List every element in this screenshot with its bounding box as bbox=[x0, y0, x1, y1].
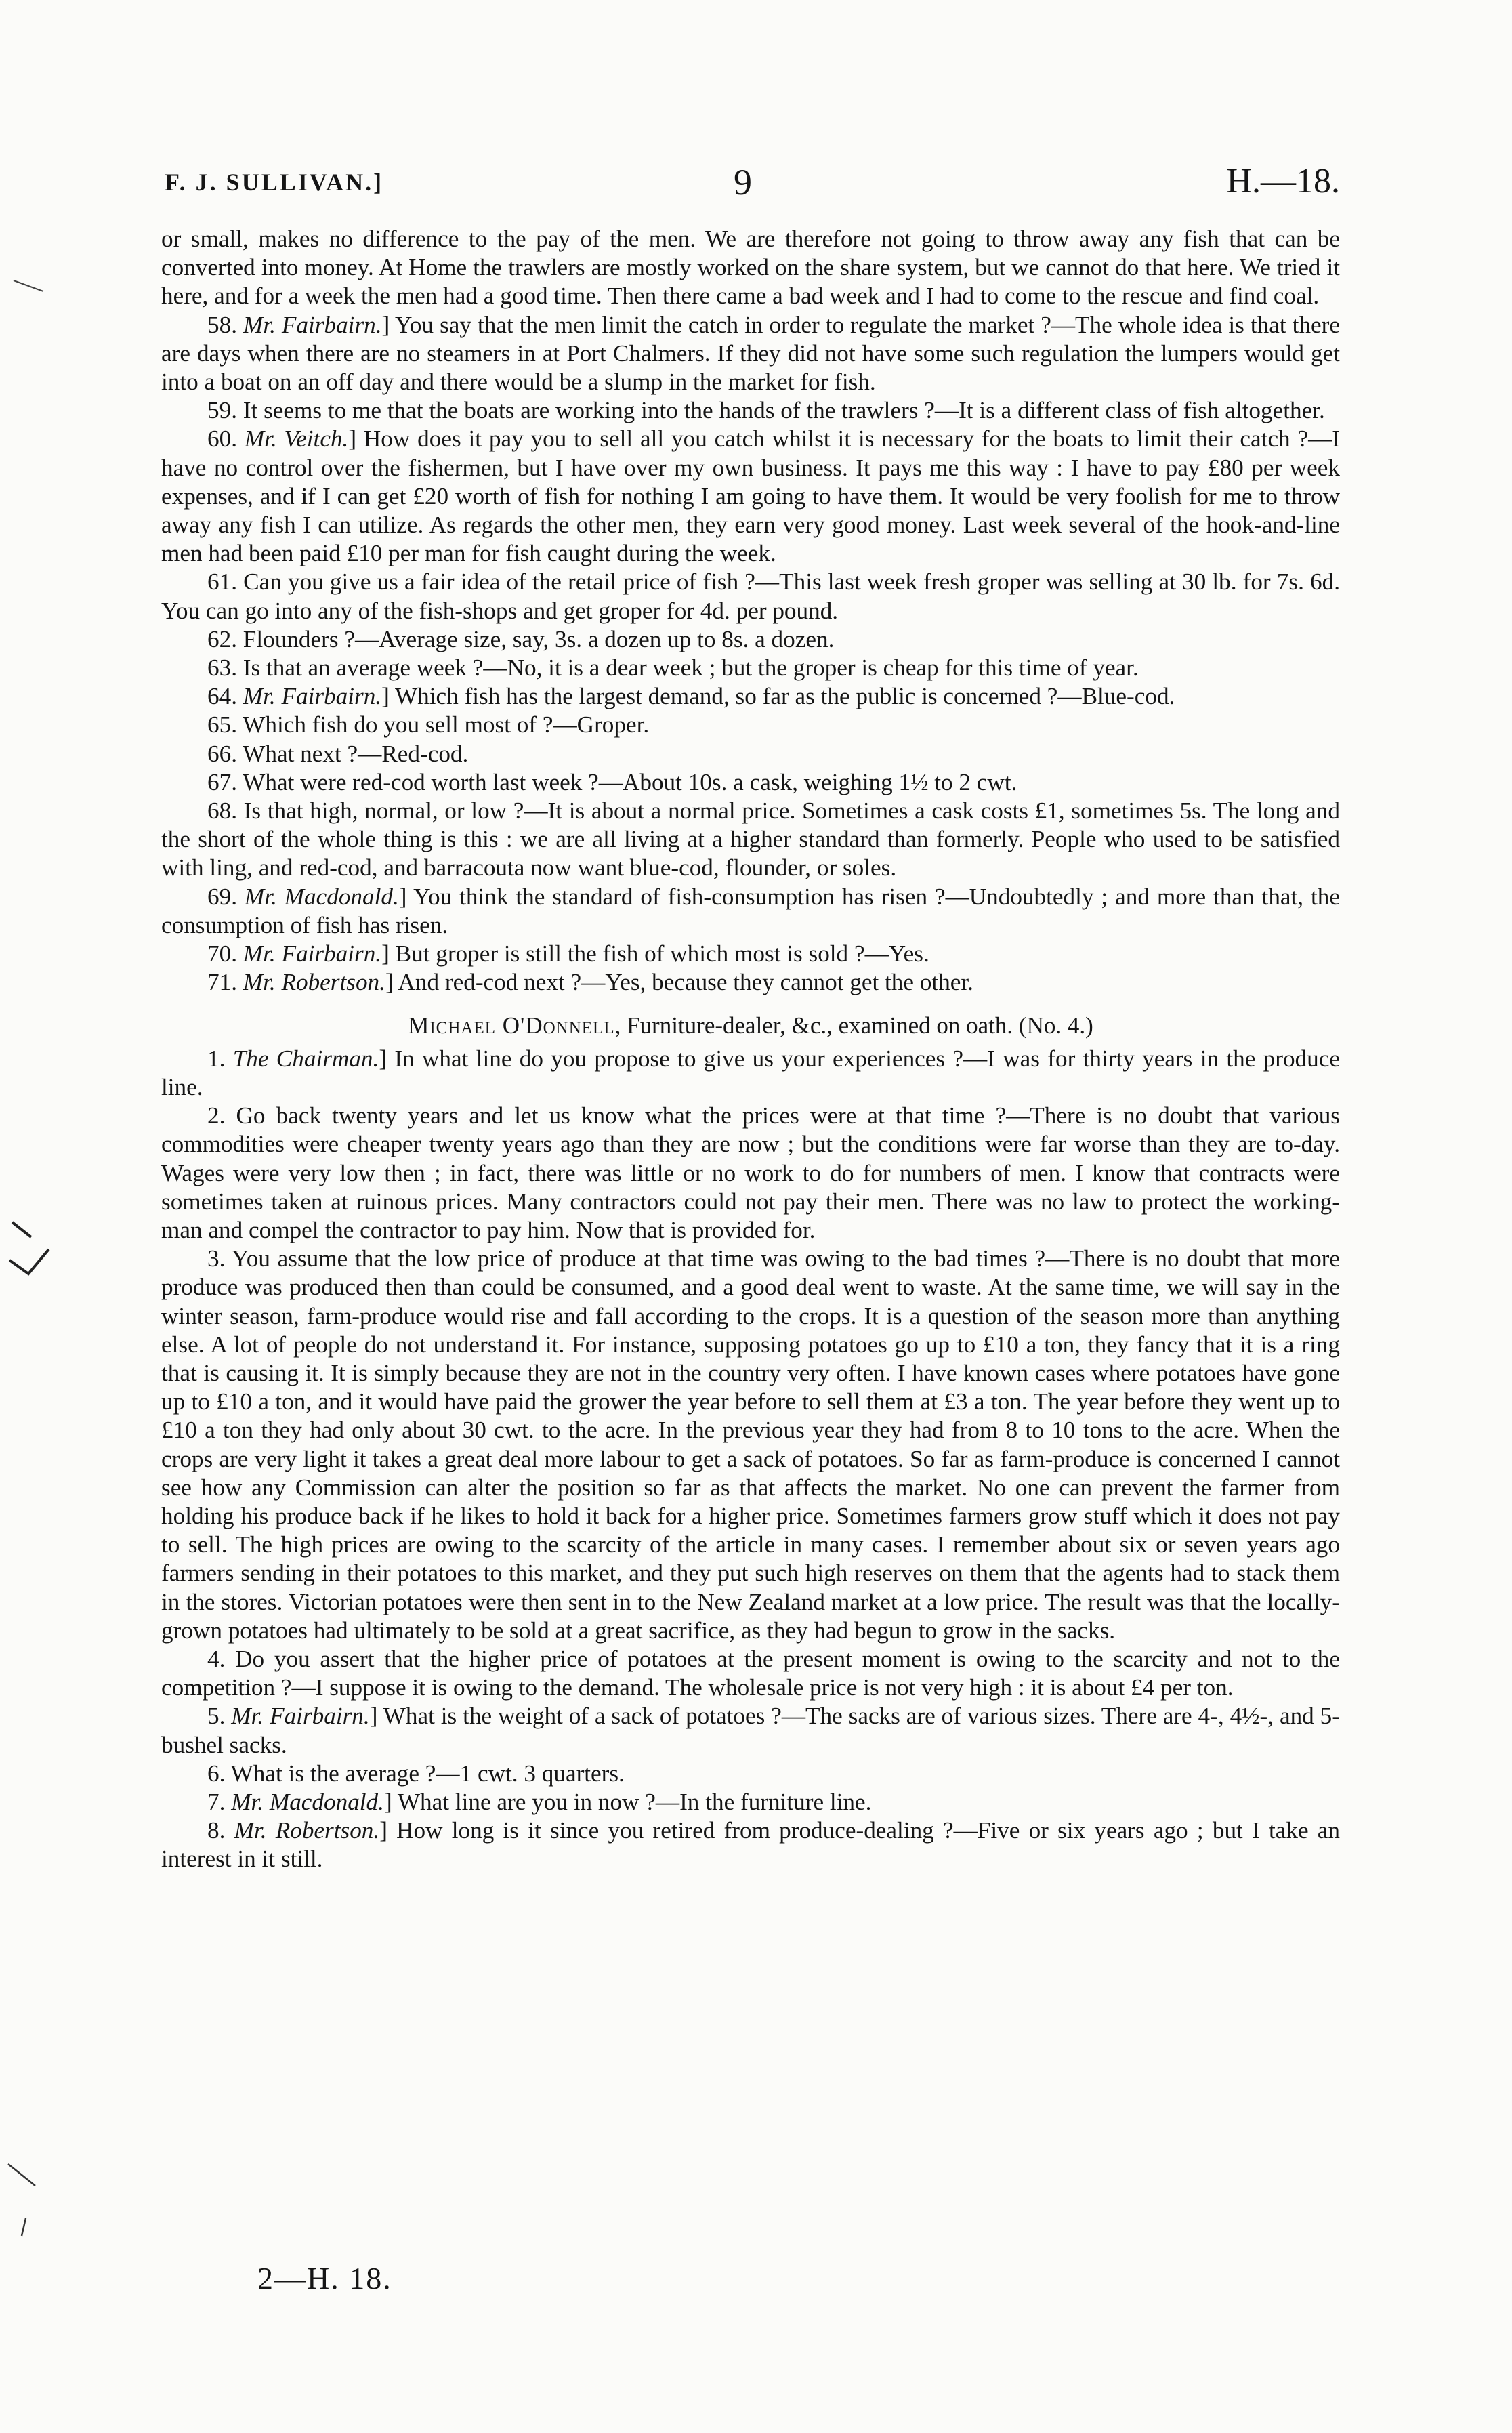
witness-heading bbox=[161, 1012, 1340, 1040]
speaker-name: Mr. Fairbairn. bbox=[243, 940, 382, 968]
paragraph: 8. Mr. Robertson.] How long is it since you retired from produce-dealing ?—Five or six years ago ; but I take an interest in it still. bbox=[161, 1817, 1341, 1873]
speaker-name: Mr. Robertson. bbox=[243, 969, 385, 996]
document-body bbox=[161, 225, 1340, 1874]
header-witness: F. J. SULLIVAN.] bbox=[165, 169, 384, 196]
speaker-name: Mr. Veitch. bbox=[244, 425, 349, 453]
speaker-name: Mr. Fairbairn. bbox=[243, 683, 382, 710]
scan-mark bbox=[5, 2161, 46, 2243]
paragraph: 69. Mr. Macdonald.] You think the standard of fish-consumption has risen ?—Undoubtedly ; and more than that, the consumption of fish has risen. bbox=[161, 883, 1341, 938]
page-number: 9 bbox=[734, 162, 752, 203]
speaker-name: The Chairman. bbox=[232, 1045, 379, 1072]
paragraph: 6. What is the average ?—1 cwt. 3 quarters. bbox=[207, 1760, 625, 1787]
witness-name: Michael O'Donnell bbox=[408, 1012, 615, 1039]
page-header bbox=[165, 161, 1340, 215]
paragraph: 59. It seems to me that the boats are working into the hands of the trawlers ?—It is a different class of fish altogether. bbox=[207, 397, 1325, 424]
scan-mark bbox=[12, 278, 46, 294]
speaker-name: Mr. Macdonald. bbox=[231, 1788, 384, 1815]
scan-mark bbox=[8, 1220, 56, 1294]
paragraph: 63. Is that an average week ?—No, it is a dear week ; but the groper is cheap for this time of year. bbox=[207, 654, 1139, 682]
speaker-name: Mr. Robertson. bbox=[234, 1817, 380, 1844]
witness-description: , Furniture-dealer, &c., examined on oath. (No. 4.) bbox=[614, 1012, 1093, 1039]
paragraph: 2. Go back twenty years and let us know what the prices were at that time ?—There is no doubt that various commodities were cheaper twenty years ago than they are now ; but the conditions were far worse than they are to-day. Wages were very low then ; in fact, there was little or no work to do for numbers of men. I know that contracts were sometimes taken at ruinous prices. Many contractors could not pay their men. There was no law to protect the working-man and compel the contractor to pay him. Now that is provided for. bbox=[161, 1102, 1340, 1243]
paragraph: 1. The Chairman.] In what line do you propose to give us your experiences ?—I was for thirty years in the produce line. bbox=[161, 1045, 1340, 1100]
speaker-name: Mr. Fairbairn. bbox=[231, 1703, 370, 1730]
document-reference: H.—18. bbox=[1226, 162, 1340, 201]
paragraph: 65. Which fish do you sell most of ?—Groper. bbox=[207, 711, 650, 739]
paragraph: 62. Flounders ?—Average size, say, 3s. a dozen up to 8s. a dozen. bbox=[207, 625, 835, 652]
paragraph: 66. What next ?—Red-cod. bbox=[207, 740, 469, 767]
paragraph: 7. Mr. Macdonald.] What line are you in now ?—In the furniture line. bbox=[207, 1788, 872, 1815]
paragraph: 68. Is that high, normal, or low ?—It is about a normal price. Sometimes a cask costs £1, sometimes 5s. The long and the short of the whole thing is this : we are all living at a higher standard than formerly. People who used to be satisfied with ling, and red-cod, and barracouta now want blue-cod, flounder, or soles. bbox=[161, 797, 1340, 881]
speaker-name: Mr. Fairbairn. bbox=[243, 311, 382, 338]
paragraph: 70. Mr. Fairbairn.] But groper is still the fish of which most is sold ?—Yes. bbox=[207, 940, 929, 968]
paragraph: 4. Do you assert that the higher price of potatoes at the present moment is owing to the scarcity and not to the competition ?—I suppose it is owing to the demand. The wholesale price is not very high : it is about £4 per ton. bbox=[161, 1645, 1340, 1701]
paragraph: 3. You assume that the low price of produce at that time was owing to the bad times ?—There is no doubt that more produce was produced then than could be consumed, and a good deal went to waste. At the same time, we will say in the winter season, farm-produce would rise and fall according to the crops. It is a question of the season more than anything else. A lot of people do not understand it. For instance, supposing potatoes go up to £10 a ton, they fancy that it is a ring that is causing it. It is simply because they are not in the country very often. I have known cases where potatoes have gone up to £10 a ton, and it would have paid the grower the year before to sell them at £3 a ton. The year before they went up to £10 a ton they had only about 30 cwt. to the acre. In the previous year they had from 8 to 10 tons to the acre. When the crops are very light it takes a great deal more labour to get a sack of potatoes. So far as farm-produce is concerned I cannot see how any Commission can alter the position so far as that affects the market. No one can prevent the farmer from holding his produce back if he likes to hold it back for a higher price. Sometimes farmers grow stuff which it does not pay to sell. The high prices are owing to the scarcity of the article in many cases. I remember about six or seven years ago farmers sending in their potatoes to this market, and they put such high reserves on them that the agents had to stack them in the stores. Victorian potatoes were then sent in to the New Zealand market at a low price. The result was that the locally-grown potatoes had ultimately to be sold at a great sacrifice, as they had begun to grow in the sacks. bbox=[161, 1245, 1340, 1644]
paragraph: 5. Mr. Fairbairn.] What is the weight of a sack of potatoes ?—The sacks are of various sizes. There are 4-, 4½-, and 5-bushel sacks. bbox=[161, 1703, 1340, 1758]
paragraph: 61. Can you give us a fair idea of the retail price of fish ?—This last week fresh groper was selling at 30 lb. for 7s. 6d. You can go into any of the fish-shops and get groper for 4d. per pound. bbox=[161, 568, 1340, 624]
paragraph: 71. Mr. Robertson.] And red-cod next ?—Yes, because they cannot get the other. bbox=[207, 969, 973, 996]
paragraph: 64. Mr. Fairbairn.] Which fish has the largest demand, so far as the public is concerned ?—Blue-cod. bbox=[207, 683, 1175, 710]
paragraph: 58. Mr. Fairbairn.] You say that the men limit the catch in order to regulate the market ?—The whole idea is that there are days when there are no steamers in at Port Chalmers. If they did not have some such regulation the lumpers would get into a boat on an off day and there would be a slump in the market for fish. bbox=[161, 311, 1340, 396]
speaker-name: Mr. Macdonald. bbox=[244, 883, 399, 910]
page-footer: 2—H. 18. bbox=[257, 2261, 392, 2295]
paragraph: 67. What were red-cod worth last week ?—About 10s. a cask, weighing 1½ to 2 cwt. bbox=[207, 768, 1017, 795]
paragraph: or small, makes no difference to the pay of the men. We are therefore not going to throw away any fish that can be converted into money. At Home the trawlers are mostly worked on the share system, but we cannot do that here. We tried it here, and for a week the men had a good time. Then there came a bad week and I had to come to the rescue and find coal. bbox=[161, 226, 1340, 310]
paragraph: 60. Mr. Veitch.] How does it pay you to sell all you catch whilst it is necessary for the boats to limit their catch ?—I have no control over the fishermen, but I have over my own business. It pays me this way : I have to pay £80 per week expenses, and if I can get £20 worth of fish for nothing I am going to have them. It would be very foolish for me to throw away any fish I can utilize. As regards the other men, they earn very good money. Last week several of the hook-and-line men had been paid £10 per man for fish caught during the week. bbox=[161, 425, 1341, 567]
